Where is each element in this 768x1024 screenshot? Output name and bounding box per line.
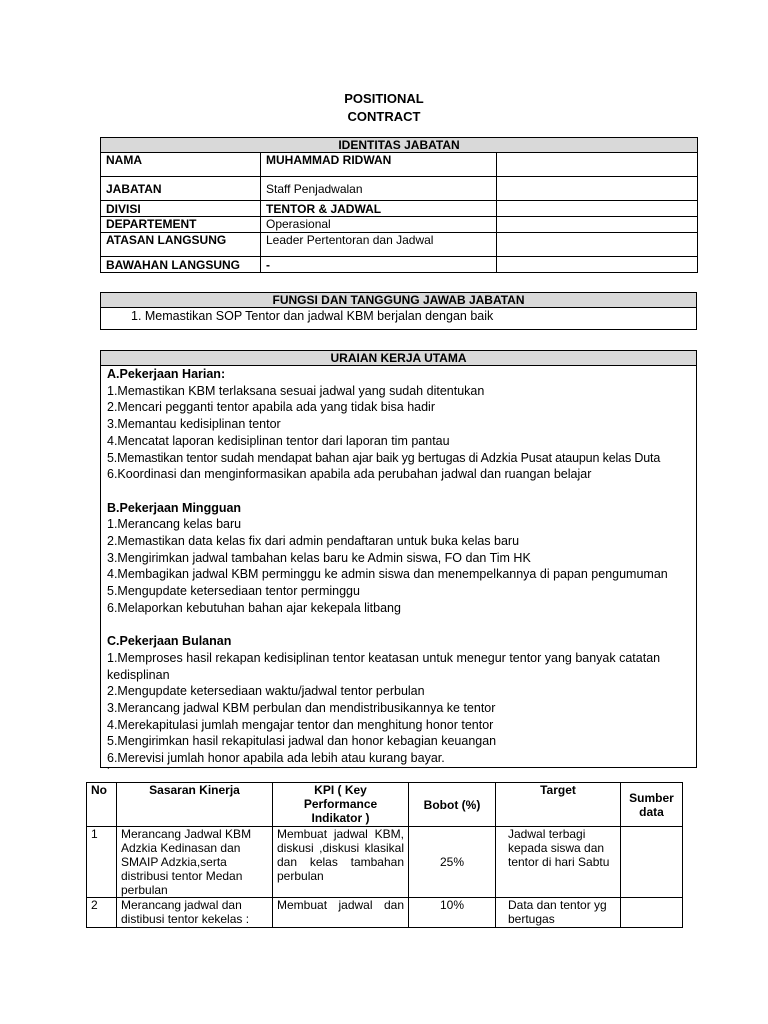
document-title-line2: CONTRACT — [347, 109, 421, 124]
table-row — [101, 153, 698, 177]
row-label-nama: NAMA — [101, 153, 261, 177]
row-value-jabatan: Staff Penjadwalan — [261, 177, 497, 201]
kpi-header-target: Target — [496, 783, 621, 827]
empty-cell — [497, 233, 698, 257]
row-value-bawahan: - — [261, 257, 497, 273]
row-label-divisi: DIVISI — [101, 201, 261, 217]
kpi-header-sumber: Sumber data — [621, 783, 683, 827]
row-label-jabatan: JABATAN — [101, 177, 261, 201]
list-item: 5.Mengirimkan hasil rekapitulasi jadwal dan honor kebagian keuangan — [107, 734, 497, 749]
list-item: 2.Memastikan data kelas fix dari admin pendaftaran untuk buka kelas baru — [107, 534, 520, 549]
list-item: 6.Koordinasi dan menginformasikan apabila ada perubahan jadwal dan ruangan belajar — [107, 467, 592, 482]
kpi-cell-target: Jadwal terbagi kepada siswa dan tentor di hari Sabtu — [496, 827, 621, 898]
empty-cell — [497, 201, 698, 217]
kpi-cell-sumber — [621, 827, 683, 898]
table-row — [101, 177, 698, 201]
kpi-cell-kpi: Membuat jadwal KBM, diskusi ,diskusi klasikal dan kelas tambahan perbulan — [273, 827, 409, 898]
identitas-table — [100, 137, 698, 273]
list-item: 5.Mengupdate ketersediaan tentor perminggu — [107, 584, 360, 599]
list-item: 6.Merevisi jumlah honor apabila ada lebih atau kurang bayar. — [107, 751, 445, 766]
fungsi-header: FUNGSI DAN TANGGUNG JAWAB JABATAN — [101, 293, 697, 308]
table-row — [101, 201, 698, 217]
row-label-bawahan: BAWAHAN LANGSUNG — [101, 257, 261, 273]
table-row — [87, 898, 683, 928]
kpi-cell-sasaran: Merancang Jadwal KBM Adzkia Kedinasan dan SMAIP Adzkia,serta distribusi tentor Medan perbulan — [117, 827, 273, 898]
table-row — [101, 257, 698, 273]
uraian-table — [100, 350, 697, 768]
kpi-header-sasaran: Sasaran Kinerja — [117, 783, 273, 827]
list-item: 2.Mengupdate ketersediaan waktu/jadwal tentor perbulan — [107, 684, 425, 699]
kpi-header-no: No — [87, 783, 117, 827]
list-item: 3.Memantau kedisiplinan tentor — [107, 417, 281, 432]
kpi-cell-sumber — [621, 898, 683, 928]
mingguan-title: B.Pekerjaan Mingguan — [107, 500, 242, 515]
list-item: 4.Mencatat laporan kedisiplinan tentor dari laporan tim pantau — [107, 433, 450, 448]
kpi-cell-no: 2 — [87, 898, 117, 928]
row-value-nama: MUHAMMAD RIDWAN — [261, 153, 497, 177]
bulanan-title: C.Pekerjaan Bulanan — [107, 634, 232, 649]
kpi-cell-kpi: Membuat jadwal dan — [273, 898, 409, 928]
row-value-atasan: Leader Pertentoran dan Jadwal — [261, 233, 497, 257]
list-item: 1.Memastikan KBM terlaksana sesuai jadwal yang sudah ditentukan — [107, 383, 485, 398]
harian-title: A.Pekerjaan Harian: — [107, 367, 226, 381]
kpi-header-bobot: Bobot (%) — [409, 783, 496, 827]
table-row — [101, 217, 698, 233]
row-label-departement: DEPARTEMENT — [101, 217, 261, 233]
list-item: 4.Merekapitulasi jumlah mengajar tentor dan menghitung honor tentor — [107, 717, 494, 732]
kpi-header-kpi: KPI ( Key Performance Indikator ) — [273, 783, 409, 827]
row-label-atasan: ATASAN LANGSUNG — [101, 233, 261, 257]
list-item: 1.Memproses hasil rekapan kedisiplinan tentor keatasan untuk menegur tentor yang banyak catatan kedisplinan — [107, 650, 661, 682]
list-item: 5.Memastikan tentor sudah mendapat bahan ajar baik yg bertugas di Adzkia Pusat ataupun kelas Duta — [107, 450, 661, 465]
kpi-cell-sasaran: Merancang jadwal dan distibusi tentor kekelas : — [117, 898, 273, 928]
fungsi-item: 1. Memastikan SOP Tentor dan jadwal KBM berjalan dengan baik — [101, 308, 697, 330]
kpi-cell-no: 1 — [87, 827, 117, 898]
identitas-header: IDENTITAS JABATAN — [101, 138, 698, 153]
empty-cell — [497, 153, 698, 177]
list-item: 1.Merancang kelas baru — [107, 517, 242, 532]
list-item: 2.Mencari pegganti tentor apabila ada yang tidak bisa hadir — [107, 400, 435, 415]
kpi-header-row — [87, 783, 683, 827]
stray-mark: ` — [106, 765, 110, 779]
uraian-body — [101, 366, 697, 768]
uraian-header: URAIAN KERJA UTAMA — [101, 351, 697, 366]
list-item: 6.Melaporkan kebutuhan bahan ajar kekepala litbang — [107, 600, 401, 615]
list-item: 3.Mengirimkan jadwal tambahan kelas baru ke Admin siswa, FO dan Tim HK — [107, 550, 531, 565]
empty-cell — [497, 217, 698, 233]
row-value-departement: Operasional — [261, 217, 497, 233]
kpi-table — [86, 782, 683, 928]
kpi-cell-target: Data dan tentor yg bertugas — [496, 898, 621, 928]
document-title-line1: POSITIONAL — [344, 91, 424, 106]
fungsi-table — [100, 292, 697, 330]
list-item: 3.Merancang jadwal KBM perbulan dan mendistribusikannya ke tentor — [107, 701, 496, 716]
kpi-cell-bobot: 10% — [409, 898, 496, 928]
kpi-cell-bobot: 25% — [409, 827, 496, 898]
empty-cell — [497, 257, 698, 273]
list-item: 4.Membagikan jadwal KBM perminggu ke admin siswa dan menempelkannya di papan pengumuman — [107, 567, 668, 582]
empty-cell — [497, 177, 698, 201]
table-row — [101, 233, 698, 257]
table-row — [87, 827, 683, 898]
row-value-divisi: TENTOR & JADWAL — [261, 201, 497, 217]
